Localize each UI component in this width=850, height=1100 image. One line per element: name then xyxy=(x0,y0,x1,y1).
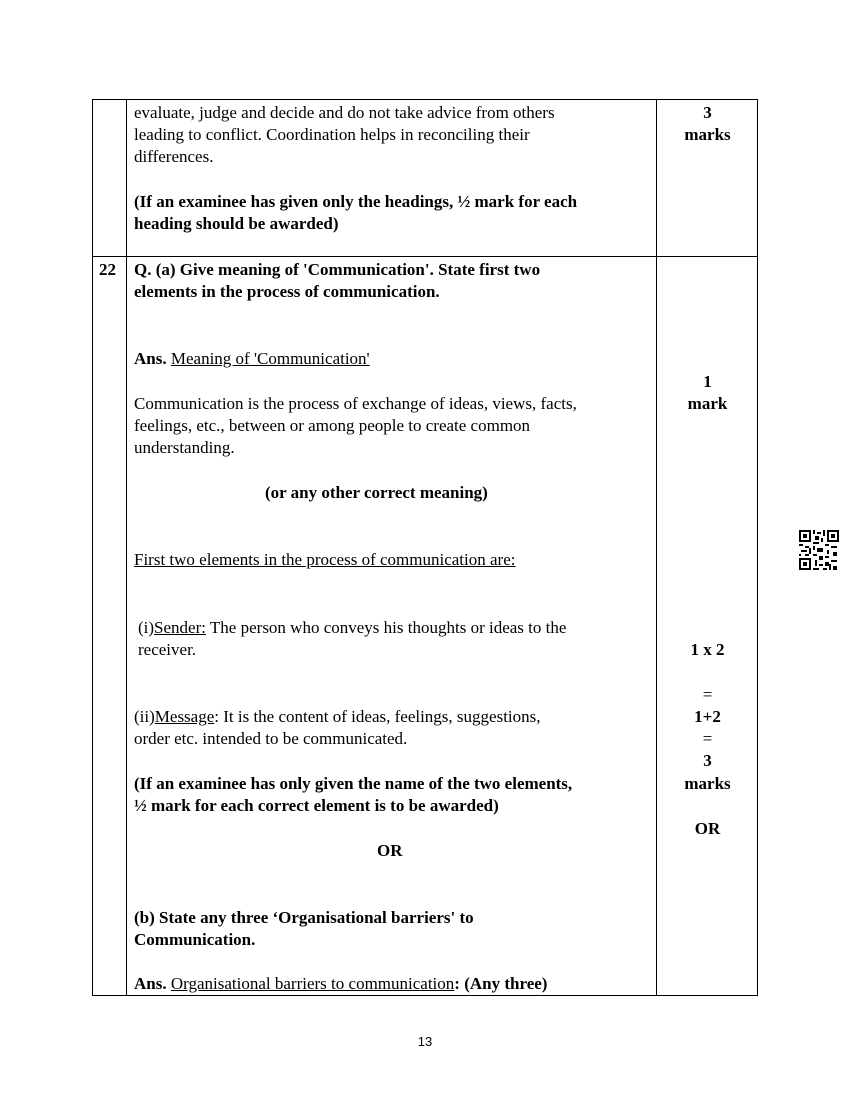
question-number: 22 xyxy=(99,260,116,279)
other-meaning-note: (or any other correct meaning) xyxy=(265,483,488,502)
text-line: Communication is the process of exchange of ideas, views, facts, xyxy=(134,394,577,413)
marks-value: 3 xyxy=(703,103,712,122)
question-text: Communication. xyxy=(134,930,256,949)
text-line: understanding. xyxy=(134,438,235,457)
answer-heading xyxy=(134,973,547,995)
marks-expression: 1 x 2 xyxy=(690,640,725,659)
text-line: differences. xyxy=(134,147,214,166)
ans-label: Ans. xyxy=(134,349,167,368)
equals-sign: = xyxy=(702,685,713,704)
any-three: : (Any three) xyxy=(454,974,548,993)
sender-label: Sender: xyxy=(154,618,206,637)
marks-total: 3 xyxy=(703,751,712,770)
equals-sign: = xyxy=(702,729,713,748)
elements-heading: First two elements in the process of communication are: xyxy=(134,550,516,569)
text-line: receiver. xyxy=(138,640,197,659)
marks-label: mark xyxy=(687,394,728,413)
sender-text: The person who conveys his thoughts or ideas to the xyxy=(205,618,567,637)
qr-code-icon[interactable] xyxy=(799,530,839,570)
examiner-note: ½ mark for each correct element is to be awarded) xyxy=(134,796,499,815)
text-line: order etc. intended to be communicated. xyxy=(134,729,408,748)
text-line: feelings, etc., between or among people to create common xyxy=(134,416,531,435)
answer-heading xyxy=(134,348,370,370)
marks-label: marks xyxy=(684,774,731,793)
marks-sum: 1+2 xyxy=(694,707,721,726)
item-prefix: (i) xyxy=(138,618,155,637)
examiner-note: (If an examinee has given only the headings, ½ mark for each xyxy=(134,192,578,211)
or-separator: OR xyxy=(377,841,403,860)
message-line xyxy=(134,706,541,728)
examiner-note: heading should be awarded) xyxy=(134,214,339,233)
message-label: Message xyxy=(154,707,215,726)
message-text: : It is the content of ideas, feelings, suggestions, xyxy=(214,707,541,726)
item-prefix: (ii) xyxy=(134,707,155,726)
question-text: (b) State any three ‘Organisational barriers' to xyxy=(134,908,474,927)
page-number: 13 xyxy=(417,1034,433,1049)
barriers-heading: Organisational barriers to communication xyxy=(170,974,455,993)
examiner-note: (If an examinee has only given the name of the two elements, xyxy=(134,774,573,793)
text-line: evaluate, judge and decide and do not take advice from others xyxy=(134,103,555,122)
question-text: Q. (a) Give meaning of 'Communication'. State first two xyxy=(134,260,541,279)
meaning-heading: Meaning of 'Communication' xyxy=(170,349,370,368)
sender-line xyxy=(138,617,566,639)
text-line: leading to conflict. Coordination helps in reconciling their xyxy=(134,125,530,144)
marks-or: OR xyxy=(694,819,721,838)
ans-label: Ans. xyxy=(134,974,167,993)
question-text: elements in the process of communication. xyxy=(134,282,440,301)
marks-label: marks xyxy=(684,125,731,144)
marks-value: 1 xyxy=(703,372,712,391)
